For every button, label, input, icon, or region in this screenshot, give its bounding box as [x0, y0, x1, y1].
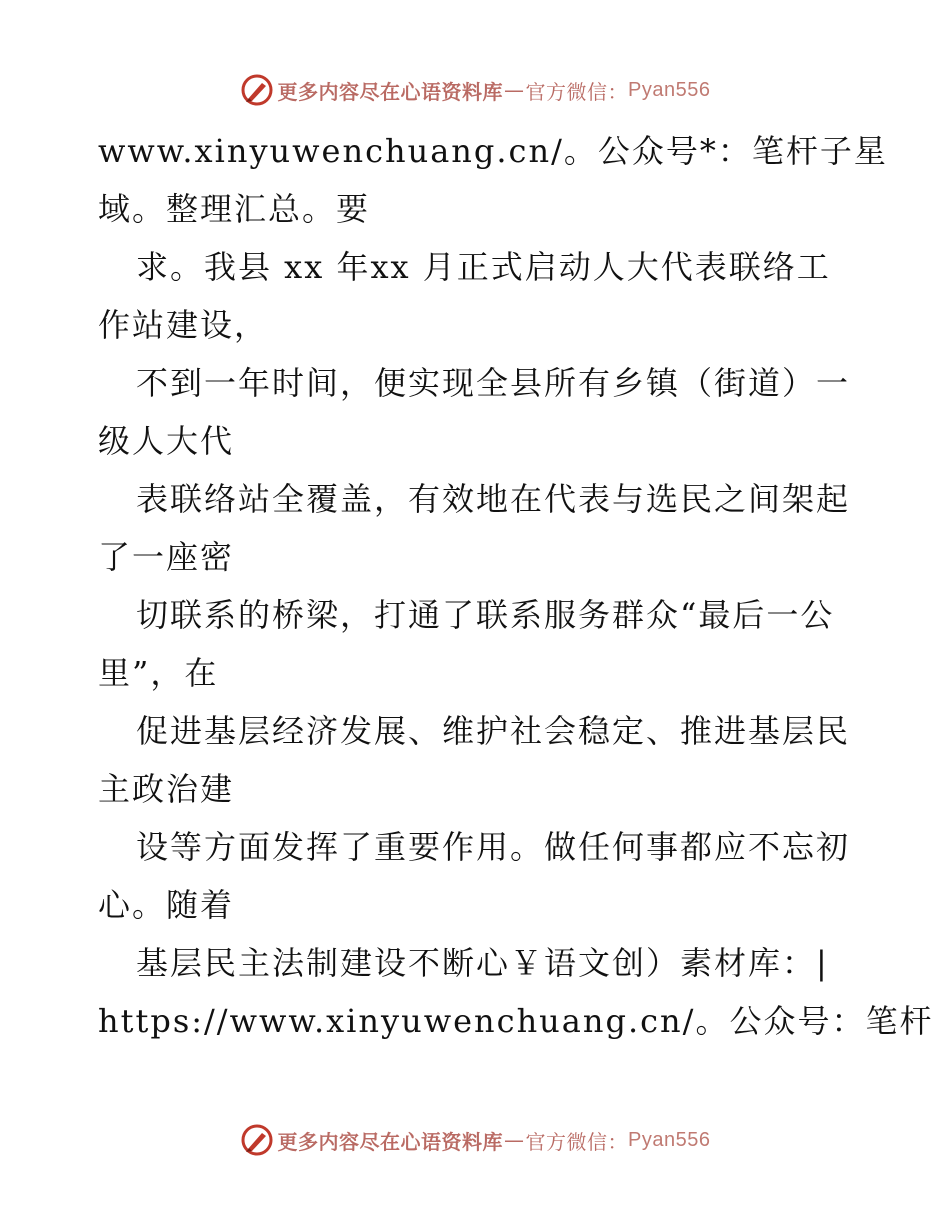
pen-logo-icon	[240, 73, 274, 107]
document-body	[98, 122, 934, 1050]
body-line: 表联络站全覆盖，有效地在代表与选民之间架起	[136, 480, 851, 518]
banner-text	[278, 76, 711, 105]
body-line: 主政治建	[98, 770, 235, 808]
banner-wechat-id: Pyan556	[628, 78, 711, 101]
banner-wechat-id: Pyan556	[628, 1128, 711, 1151]
body-line: 里”，在	[98, 654, 219, 692]
banner-dash: —	[504, 78, 525, 102]
banner-prefix: 更多内容尽在心语资料库	[277, 79, 504, 104]
pen-logo-icon	[240, 1123, 274, 1157]
banner-prefix: 更多内容尽在心语资料库	[277, 1129, 504, 1154]
body-line: https://www.xinyuwenchuang.cn/。公众号：笔杆	[98, 1002, 934, 1040]
header-banner	[0, 70, 950, 110]
banner-wechat-label: 官方微信：	[525, 1129, 629, 1154]
body-line: 作站建设，	[98, 306, 269, 344]
body-line: 切联系的桥梁，打通了联系服务群众“最后一公	[136, 596, 835, 634]
banner-text	[278, 1126, 711, 1155]
banner-wechat-label: 官方微信：	[525, 79, 629, 104]
body-line: 设等方面发挥了重要作用。做任何事都应不忘初	[136, 828, 851, 866]
body-line: 心。随着	[98, 886, 235, 924]
body-line: 不到一年时间，便实现全县所有乡镇（街道）一	[136, 364, 851, 402]
body-line: 级人大代	[98, 422, 235, 460]
body-line: 基层民主法制建设不断心￥语文创）素材库：|	[136, 944, 829, 982]
body-line: 促进基层经济发展、维护社会稳定、推进基层民	[136, 712, 851, 750]
body-line: www.xinyuwenchuang.cn/。公众号*：笔杆子星	[98, 132, 888, 170]
body-line: 域。整理汇总。要	[98, 190, 371, 228]
body-line: 求。我县 xx 年xx 月正式启动人大代表联络工	[136, 248, 831, 286]
footer-banner	[0, 1120, 950, 1160]
banner-dash: —	[504, 1128, 525, 1152]
body-line: 了一座密	[98, 538, 235, 576]
